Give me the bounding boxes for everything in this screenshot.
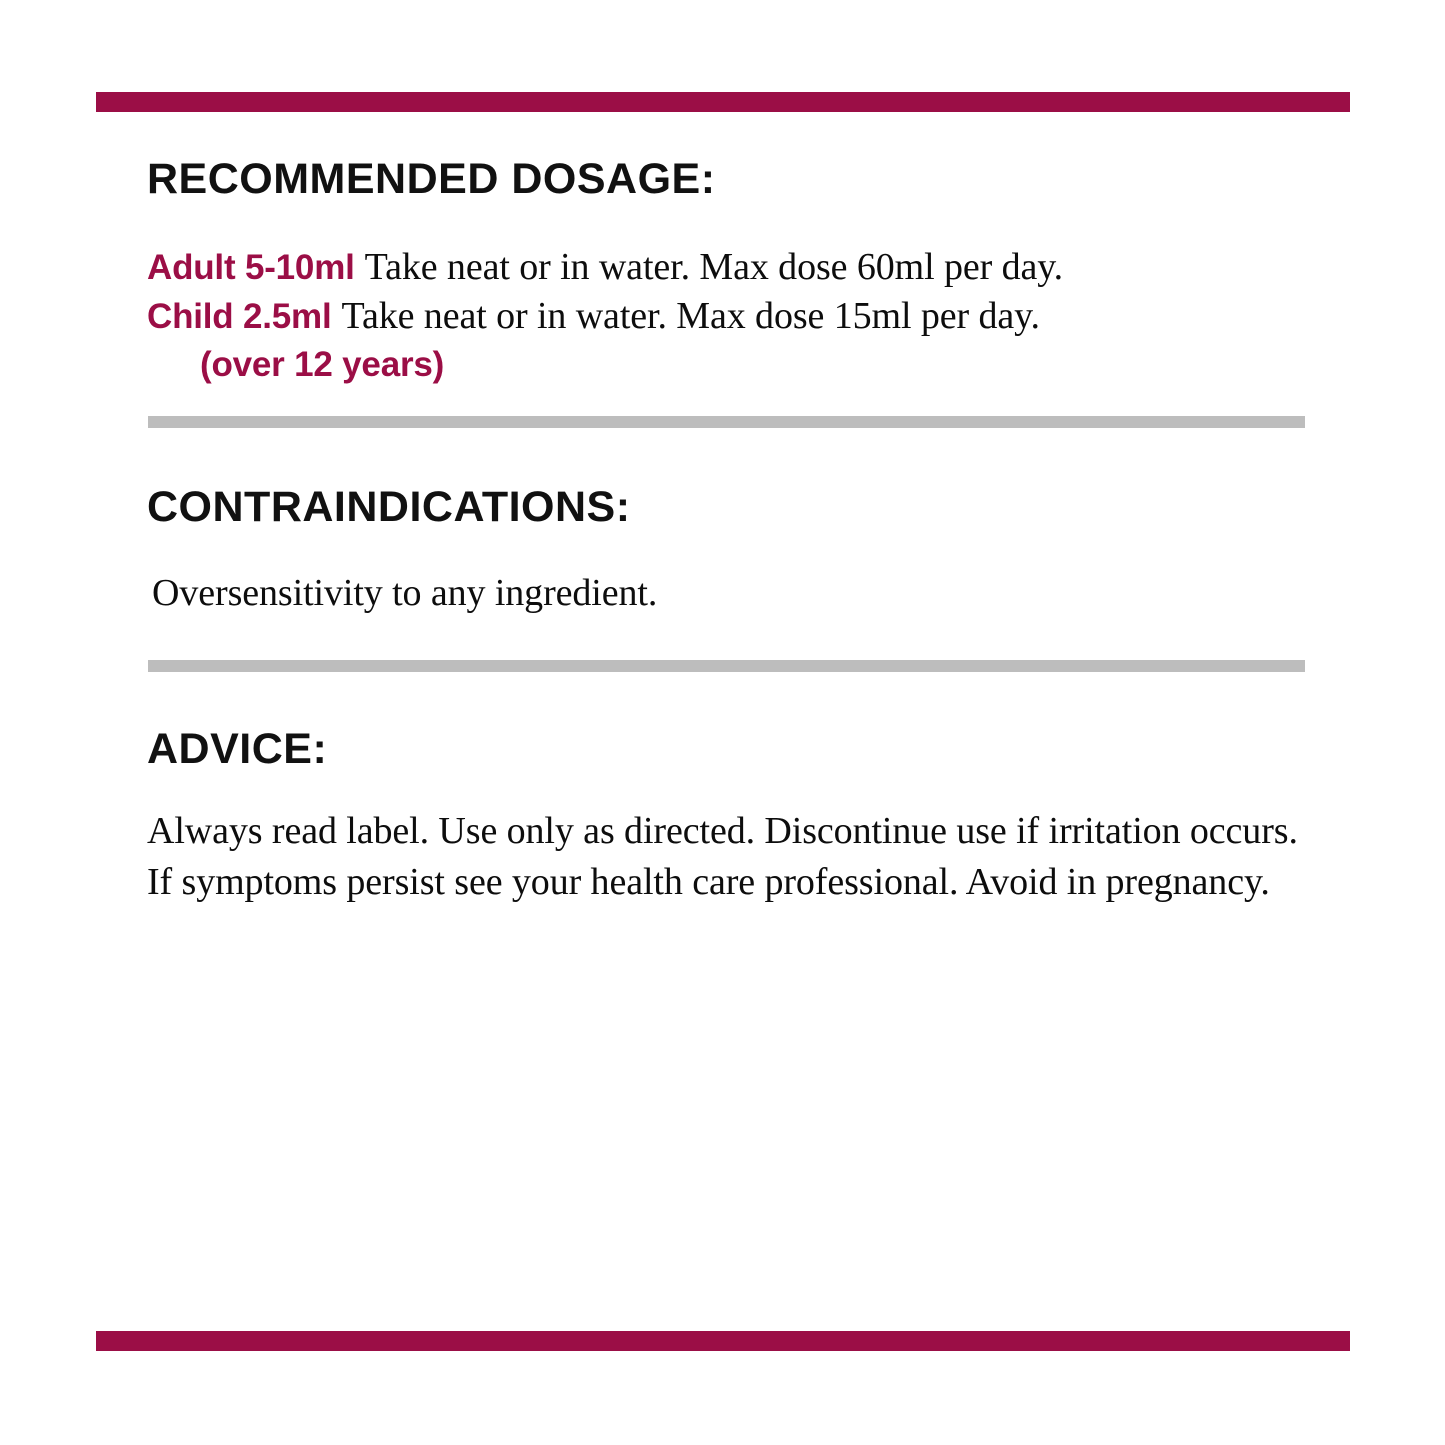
dosage-row	[147, 243, 1307, 292]
dosage-row	[147, 292, 1307, 341]
section-divider	[148, 660, 1305, 672]
section-heading-advice: ADVICE:	[147, 725, 328, 773]
dosage-term-adult: Adult 5-10ml	[147, 248, 355, 287]
accent-rule-bottom	[96, 1331, 1350, 1351]
dosage-detail-child: Take neat or in water. Max dose 15ml per day.	[341, 295, 1040, 338]
dosage-list	[147, 243, 1307, 387]
dosage-detail-adult: Take neat or in water. Max dose 60ml per day.	[364, 246, 1064, 288]
dosage-age-qualifier: (over 12 years)	[200, 344, 445, 384]
dosage-row-qualifier	[147, 342, 1307, 388]
section-divider	[148, 416, 1305, 428]
contraindications-text: Oversensitivity to any ingredient.	[152, 572, 658, 614]
advice-text: Always read label. Use only as directed. Discontinue use if irritation occurs. If symptoms persist see your health care professional. Avoid in pregnancy.	[147, 810, 1298, 903]
section-heading-contraindications: CONTRAINDICATIONS:	[147, 483, 631, 531]
accent-rule-top	[96, 92, 1350, 112]
section-heading-dosage: RECOMMENDED DOSAGE:	[147, 155, 716, 203]
dosage-term-child: Child 2.5ml	[147, 297, 332, 337]
